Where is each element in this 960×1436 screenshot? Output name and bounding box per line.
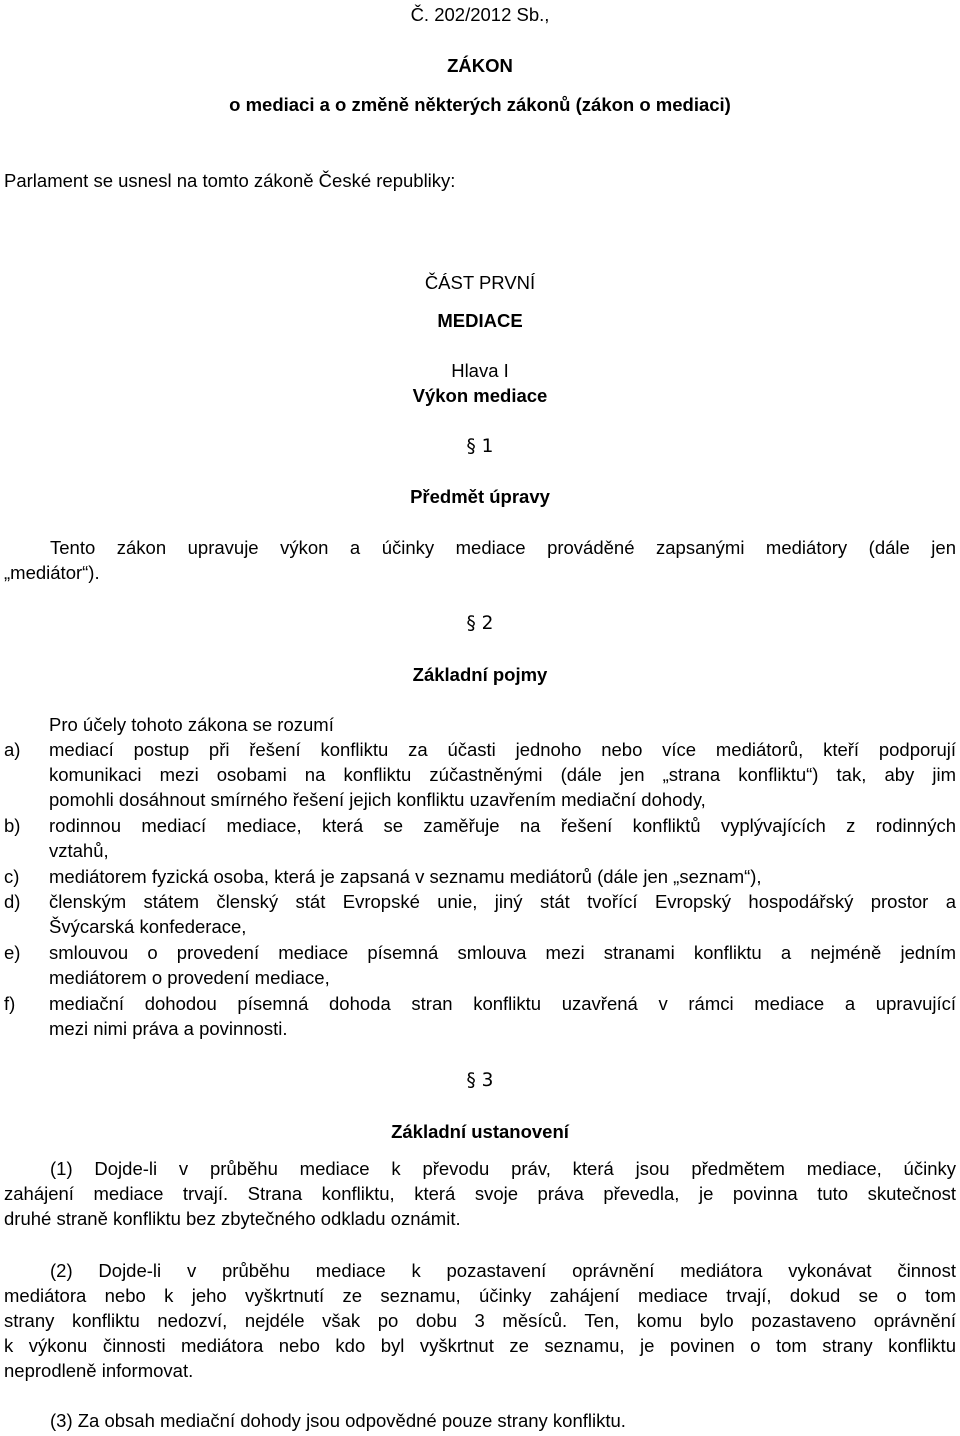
item-a-line-3: pomohli dosáhnout smírného řešení jejich konfliktu uzavřením mediační dohody, — [49, 789, 706, 810]
section-2-intro: Pro účely tohoto zákona se rozumí — [49, 714, 334, 735]
item-e-line-2: mediátorem o provedení mediace, — [49, 967, 330, 988]
law-kind: ZÁKON — [447, 55, 513, 76]
item-e-line-1: smlouvou o provedení mediace písemná smlouva mezi stranami konfliktu a nejméně jedním — [49, 942, 956, 963]
item-f-line-1: mediační dohodou písemná dohoda stran konfliktu uzavřená v rámci mediace a upravující — [49, 993, 956, 1014]
paragraph-line: neprodleně informovat. — [4, 1360, 194, 1381]
section-1-heading: Předmět úpravy — [410, 486, 550, 507]
part-label: ČÁST PRVNÍ — [424, 272, 536, 293]
section-3-heading: Základní ustanovení — [391, 1121, 569, 1142]
item-d-line-2: Švýcarská konfederace, — [49, 916, 247, 937]
section-1-sign: § 1 — [466, 436, 494, 457]
paragraph-line: (1) Dojde-li v průběhu mediace k převodu práv, která jsou předmětem mediace, účinky — [50, 1158, 956, 1179]
paragraph-line: strany konfliktu nedozví, nejdéle však po dobu 3 měsíců. Ten, komu bylo pozastaveno oprávnění — [4, 1310, 956, 1331]
preamble: Parlament se usnesl na tomto zákoně České republiky: — [4, 170, 456, 191]
chapter-name: Výkon mediace — [412, 385, 548, 406]
section-1-line-2: „mediátor“). — [4, 562, 100, 583]
section-3-sign: § 3 — [466, 1070, 494, 1091]
item-c-line-1: mediátorem fyzická osoba, která je zapsaná v seznamu mediátorů (dále jen „seznam“), — [49, 866, 762, 887]
item-a-letter: a) — [4, 739, 21, 760]
paragraph-line: (2) Dojde-li v průběhu mediace k pozastavení oprávnění mediátora vykonávat činnost — [50, 1260, 956, 1281]
paragraph-line: k výkonu činnosti mediátora nebo kdo byl vyškrtnut ze seznamu, je povinen o tom strany konfliktu — [4, 1335, 956, 1356]
item-b-letter: b) — [4, 815, 21, 836]
section-2-sign: § 2 — [466, 613, 494, 634]
paragraph-line: (3) Za obsah mediační dohody jsou odpovědné pouze strany konfliktu. — [50, 1410, 626, 1431]
item-d-letter: d) — [4, 891, 21, 912]
law-number: Č. 202/2012 Sb., — [410, 4, 550, 25]
paragraph-line: mediátora nebo k jeho vyškrtnutí ze seznamu, účinky zahájení mediace trvají, dokud se o tom — [4, 1285, 956, 1306]
item-b-line-1: rodinnou mediací mediace, která se zaměřuje na řešení konfliktů vyplývajících z rodinných — [49, 815, 956, 836]
item-e-letter: e) — [4, 942, 21, 963]
item-f-letter: f) — [4, 993, 16, 1014]
chapter-label: Hlava I — [451, 360, 509, 381]
law-title: o mediaci a o změně některých zákonů (zákon o mediaci) — [229, 94, 731, 115]
paragraph-line: zahájení mediace trvají. Strana konfliktu, která svoje práva převedla, je povinna tuto skutečnost — [4, 1183, 956, 1204]
item-d-line-1: členským státem členský stát Evropské unie, jiný stát tvořící Evropský hospodářský prostor a — [49, 891, 956, 912]
item-a-line-2: komunikaci mezi osobami na konfliktu zúčastněnými (dále jen „strana konfliktu“) tak, aby jim — [49, 764, 956, 785]
section-1-line-1: Tento zákon upravuje výkon a účinky mediace prováděné zapsanými mediátory (dále jen — [50, 537, 956, 558]
part-name: MEDIACE — [437, 310, 523, 331]
item-a-line-1: mediací postup při řešení konfliktu za účasti jednoho nebo více mediátorů, kteří podporují — [49, 739, 956, 760]
item-c-letter: c) — [4, 866, 20, 887]
section-2-heading: Základní pojmy — [412, 664, 548, 685]
item-b-line-2: vztahů, — [49, 840, 109, 861]
item-f-line-2: mezi nimi práva a povinnosti. — [49, 1018, 288, 1039]
paragraph-line: druhé straně konfliktu bez zbytečného odkladu oznámit. — [4, 1208, 461, 1229]
